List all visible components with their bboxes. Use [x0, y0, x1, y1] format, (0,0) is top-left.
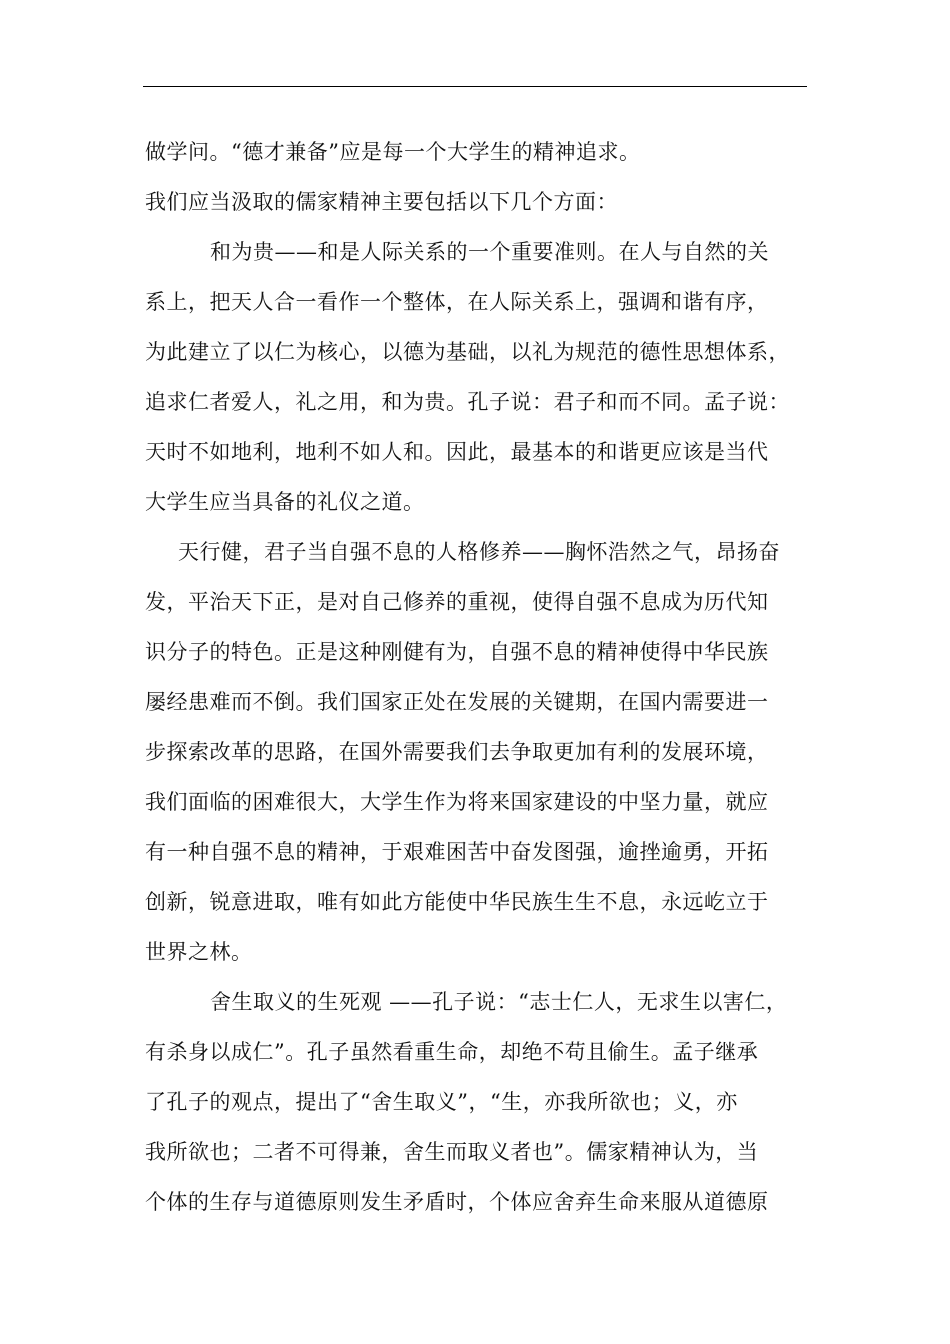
text-line: 大学生应当具备的礼仪之道。: [145, 490, 425, 514]
text-line: 做学问。“德才兼备”应是每一个大学生的精神追求。: [145, 140, 641, 164]
text-line: 有杀身以成仁”。孔子虽然看重生命，却绝不苟且偷生。孟子继承: [145, 1040, 759, 1064]
text-line: 个体的生存与道德原则发生矛盾时，个体应舍弃生命来服从道德原: [145, 1190, 769, 1214]
text-line: 系上，把天人合一看作一个整体，在人际关系上，强调和谐有序，: [145, 290, 769, 314]
text-line: 我们面临的困难很大，大学生作为将来国家建设的中坚力量，就应: [145, 790, 769, 814]
text-line: 世界之林。: [145, 940, 253, 964]
text-line: 我所欲也；二者不可得兼，舍生而取义者也”。儒家精神认为，当: [145, 1140, 759, 1164]
text-line: 屡经患难而不倒。我们国家正处在发展的关键期，在国内需要进一: [145, 690, 769, 714]
text-line: 发，平治天下正，是对自己修养的重视，使得自强不息成为历代知: [145, 590, 769, 614]
text-line: 为此建立了以仁为核心，以德为基础，以礼为规范的德性思想体系，: [145, 340, 790, 364]
header-rule: [143, 86, 807, 87]
text-line: 我们应当汲取的儒家精神主要包括以下几个方面：: [145, 190, 618, 214]
text-line: 天行健，君子当自强不息的人格修养——胸怀浩然之气，昂扬奋: [178, 540, 780, 564]
text-line: 步探索改革的思路，在国外需要我们去争取更加有利的发展环境，: [145, 740, 769, 764]
text-line: 天时不如地利，地利不如人和。因此，最基本的和谐更应该是当代: [145, 440, 769, 464]
text-line: 识分子的特色。正是这种刚健有为，自强不息的精神使得中华民族: [145, 640, 769, 664]
text-line: 追求仁者爱人，礼之用，和为贵。孔子说：君子和而不同。孟子说：: [145, 390, 790, 414]
text-line: 有一种自强不息的精神，于艰难困苦中奋发图强，逾挫逾勇，开拓: [145, 840, 769, 864]
text-line: 舍生取义的生死观 ——孔子说：“志士仁人，无求生以害仁，: [210, 990, 788, 1014]
text-line: 了孔子的观点，提出了“舍生取义”，“生，亦我所欲也；义，亦: [145, 1090, 738, 1114]
text-line: 和为贵——和是人际关系的一个重要准则。在人与自然的关: [210, 240, 769, 264]
text-line: 创新，锐意进取，唯有如此方能使中华民族生生不息，永远屹立于: [145, 890, 769, 914]
